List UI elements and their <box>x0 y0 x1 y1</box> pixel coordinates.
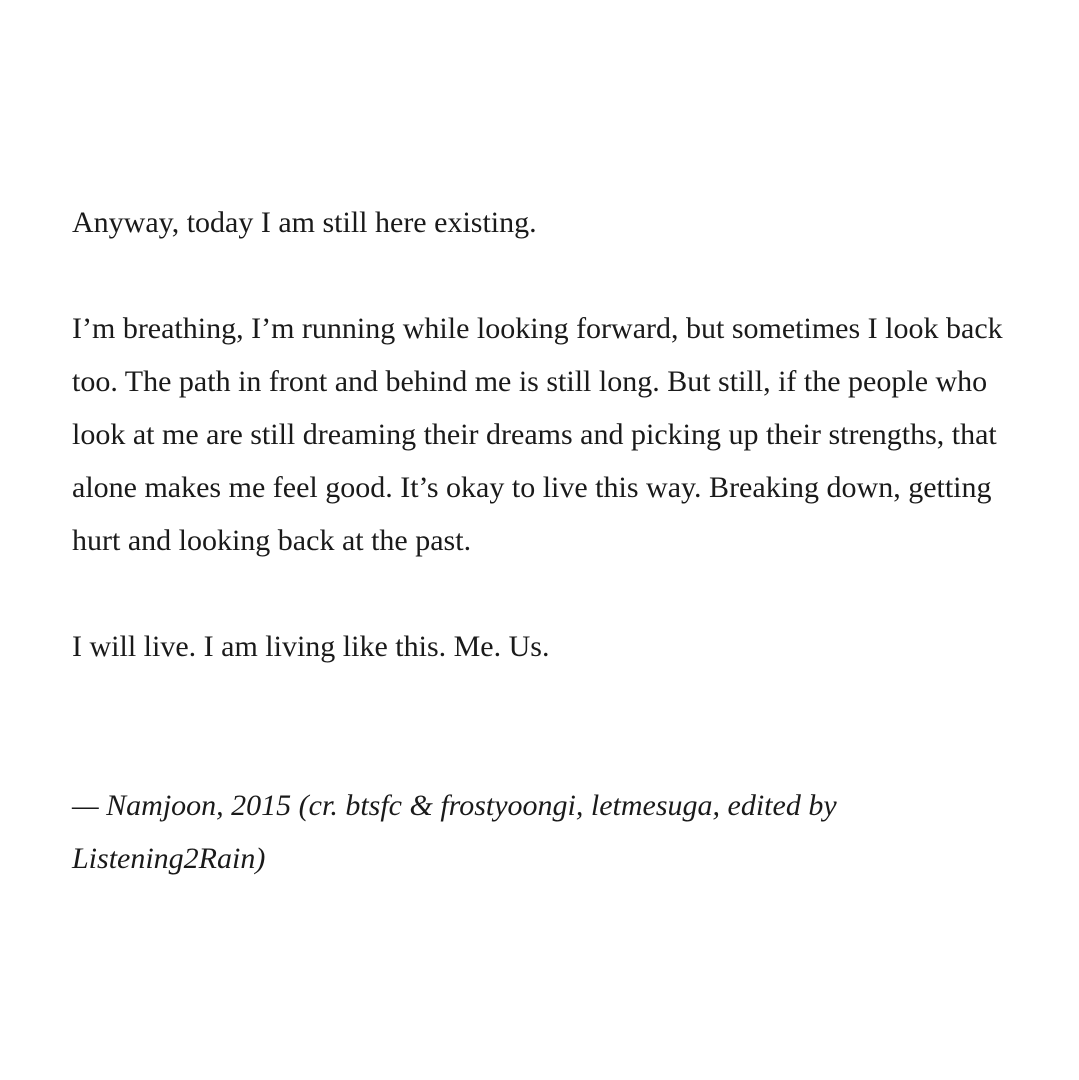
quote-paragraph-1: Anyway, today I am still here existing. <box>72 206 537 239</box>
quote-paragraph-2: I’m breathing, I’m running while looking forward, but sometimes I look back too. The path in front and behind me is still long. But still, if the people who look at me are still dreaming their dreams and picking up their strengths, that alone makes me feel good. It’s okay to live this way. Breaking down, getting hurt and looking back at the past. <box>72 312 1003 557</box>
quote-paragraph-3: I will live. I am living like this. Me. Us. <box>72 630 550 663</box>
quote-attribution: — Namjoon, 2015 (cr. btsfc & frostyoongi, letmesuga, edited by Listening2Rain) <box>72 789 837 875</box>
quote-document <box>72 196 1032 885</box>
